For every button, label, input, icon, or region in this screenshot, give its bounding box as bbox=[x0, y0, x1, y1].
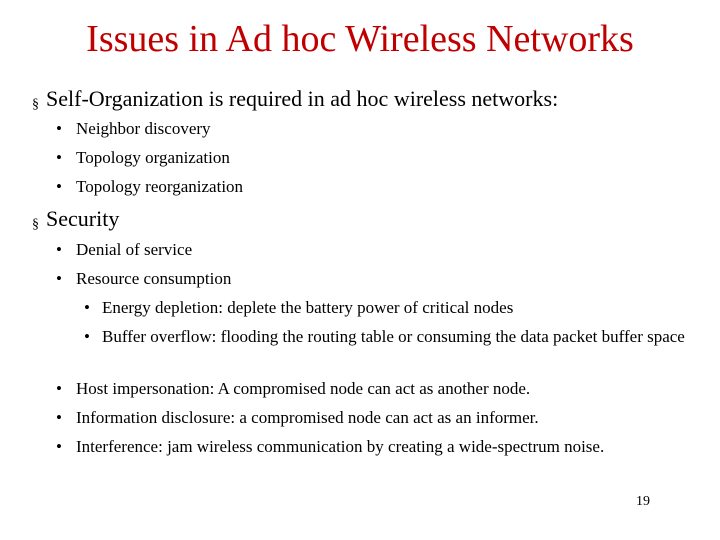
bullet-icon: • bbox=[56, 119, 62, 138]
bullet-icon: • bbox=[56, 177, 62, 196]
section-heading-text: Security bbox=[46, 206, 120, 231]
list-item-text: Host impersonation: A compromised node can act as another node. bbox=[76, 379, 531, 398]
bullet-icon: • bbox=[56, 240, 62, 259]
list-item-text: Topology organization bbox=[76, 148, 230, 167]
list-item-text: Neighbor discovery bbox=[76, 119, 211, 138]
bullet-icon: • bbox=[84, 298, 90, 317]
slide-title: Issues in Ad hoc Wireless Networks bbox=[86, 18, 634, 60]
sub-list-item-text: Buffer overflow: flooding the routing table or consuming the data packet buffer space bbox=[102, 327, 685, 346]
section-bullet-icon: § bbox=[32, 97, 39, 112]
section-heading-text: Self-Organization is required in ad hoc wireless networks: bbox=[46, 86, 559, 111]
section-bullet-icon: § bbox=[32, 217, 39, 232]
page-number: 19 bbox=[636, 494, 650, 509]
bullet-icon: • bbox=[56, 437, 62, 456]
bullet-icon: • bbox=[56, 269, 62, 288]
list-item-text: Denial of service bbox=[76, 240, 193, 259]
bullet-icon: • bbox=[56, 408, 62, 427]
list-item-text: Information disclosure: a compromised node can act as an informer. bbox=[76, 408, 539, 427]
list-item-text: Resource consumption bbox=[76, 269, 232, 288]
bullet-icon: • bbox=[56, 379, 62, 398]
sub-list-item-text: Energy depletion: deplete the battery power of critical nodes bbox=[102, 298, 514, 317]
bullet-icon: • bbox=[84, 327, 90, 346]
list-item-text: Topology reorganization bbox=[76, 177, 244, 196]
bullet-icon: • bbox=[56, 148, 62, 167]
list-item-text: Interference: jam wireless communication by creating a wide-spectrum noise. bbox=[76, 437, 605, 456]
